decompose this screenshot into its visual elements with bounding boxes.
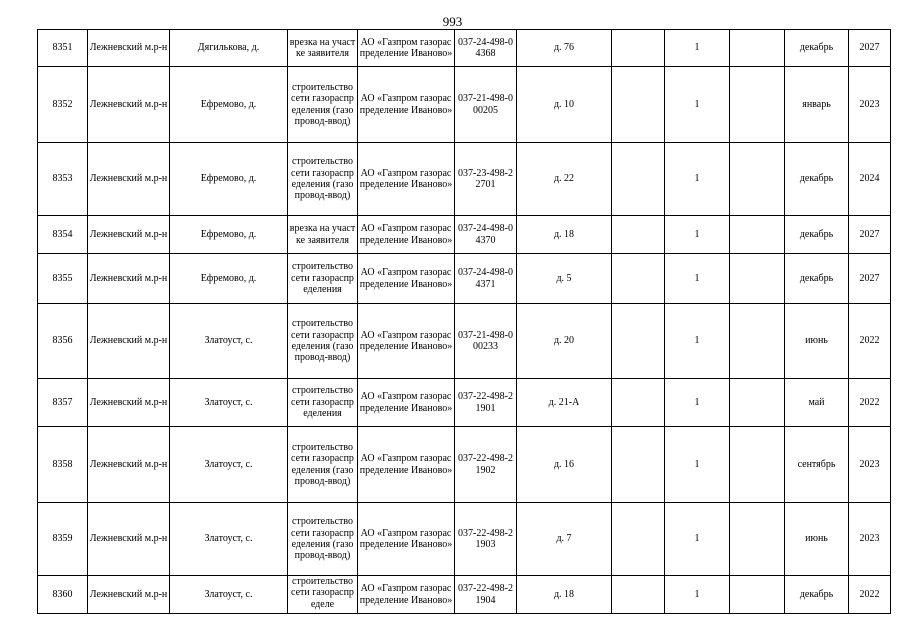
empty-cell: [612, 304, 665, 379]
year-cell: 2024: [849, 143, 891, 216]
address-cell: д. 20: [517, 304, 612, 379]
count-cell: 1: [665, 143, 730, 216]
application-code-cell: 037-24-498-04368: [455, 30, 517, 67]
district-cell: Лежневский м.р-н: [88, 143, 170, 216]
row-number: 8358: [38, 427, 88, 503]
organization-cell: АО «Газпром газораспределение Иваново»: [358, 254, 455, 304]
table-row: [38, 304, 891, 379]
address-cell: д. 18: [517, 576, 612, 614]
count-cell: 1: [665, 30, 730, 67]
empty-cell: [612, 576, 665, 614]
work-type-cell: строительство сети газораспределения (газопровод-ввод): [288, 503, 358, 576]
organization-cell: АО «Газпром газораспределение Иваново»: [358, 304, 455, 379]
registry-table: [37, 29, 891, 614]
table-row: [38, 576, 891, 614]
month-cell: июнь: [785, 304, 849, 379]
empty-cell: [730, 216, 785, 254]
district-cell: Лежневский м.р-н: [88, 30, 170, 67]
empty-cell: [730, 427, 785, 503]
month-cell: июнь: [785, 503, 849, 576]
district-cell: Лежневский м.р-н: [88, 427, 170, 503]
address-cell: д. 21-А: [517, 379, 612, 427]
year-cell: 2027: [849, 30, 891, 67]
table-row: [38, 216, 891, 254]
work-type-cell: строительство сети газораспределения (газопровод-ввод): [288, 143, 358, 216]
empty-cell: [730, 30, 785, 67]
application-code-cell: 037-22-498-21902: [455, 427, 517, 503]
empty-cell: [612, 503, 665, 576]
table-row: [38, 143, 891, 216]
year-cell: 2023: [849, 67, 891, 143]
organization-cell: АО «Газпром газораспределение Иваново»: [358, 216, 455, 254]
year-cell: 2027: [849, 254, 891, 304]
month-cell: декабрь: [785, 30, 849, 67]
month-cell: декабрь: [785, 254, 849, 304]
application-code-cell: 037-24-498-04371: [455, 254, 517, 304]
row-number: 8353: [38, 143, 88, 216]
work-type-cell: врезка на участке заявителя: [288, 216, 358, 254]
row-number: 8352: [38, 67, 88, 143]
count-cell: 1: [665, 67, 730, 143]
locality-cell: Ефремово, д.: [170, 254, 288, 304]
row-number: 8357: [38, 379, 88, 427]
count-cell: 1: [665, 379, 730, 427]
empty-cell: [612, 67, 665, 143]
district-cell: Лежневский м.р-н: [88, 67, 170, 143]
organization-cell: АО «Газпром газораспределение Иваново»: [358, 427, 455, 503]
table-row: [38, 427, 891, 503]
work-type-cell: строительство сети газораспределе: [288, 576, 358, 614]
month-cell: май: [785, 379, 849, 427]
organization-cell: АО «Газпром газораспределение Иваново»: [358, 379, 455, 427]
empty-cell: [730, 576, 785, 614]
application-code-cell: 037-21-498-000205: [455, 67, 517, 143]
locality-cell: Ефремово, д.: [170, 67, 288, 143]
empty-cell: [730, 304, 785, 379]
empty-cell: [730, 503, 785, 576]
table-row: [38, 67, 891, 143]
locality-cell: Златоуст, с.: [170, 503, 288, 576]
work-type-cell: строительство сети газораспределения: [288, 379, 358, 427]
district-cell: Лежневский м.р-н: [88, 254, 170, 304]
month-cell: январь: [785, 67, 849, 143]
address-cell: д. 7: [517, 503, 612, 576]
empty-cell: [730, 67, 785, 143]
count-cell: 1: [665, 576, 730, 614]
organization-cell: АО «Газпром газораспределение Иваново»: [358, 30, 455, 67]
address-cell: д. 22: [517, 143, 612, 216]
empty-cell: [730, 143, 785, 216]
organization-cell: АО «Газпром газораспределение Иваново»: [358, 503, 455, 576]
address-cell: д. 5: [517, 254, 612, 304]
empty-cell: [730, 379, 785, 427]
locality-cell: Златоуст, с.: [170, 379, 288, 427]
month-cell: декабрь: [785, 216, 849, 254]
work-type-cell: строительство сети газораспределения (газопровод-ввод): [288, 67, 358, 143]
locality-cell: Златоуст, с.: [170, 304, 288, 379]
district-cell: Лежневский м.р-н: [88, 576, 170, 614]
month-cell: декабрь: [785, 143, 849, 216]
address-cell: д. 10: [517, 67, 612, 143]
work-type-cell: врезка на участке заявителя: [288, 30, 358, 67]
row-number: 8359: [38, 503, 88, 576]
address-cell: д. 76: [517, 30, 612, 67]
year-cell: 2022: [849, 304, 891, 379]
month-cell: декабрь: [785, 576, 849, 614]
empty-cell: [730, 254, 785, 304]
work-type-cell: строительство сети газораспределения (газопровод-ввод): [288, 427, 358, 503]
application-code-cell: 037-22-498-21904: [455, 576, 517, 614]
locality-cell: Ефремово, д.: [170, 143, 288, 216]
address-cell: д. 18: [517, 216, 612, 254]
row-number: 8356: [38, 304, 88, 379]
locality-cell: Златоуст, с.: [170, 576, 288, 614]
district-cell: Лежневский м.р-н: [88, 304, 170, 379]
organization-cell: АО «Газпром газораспределение Иваново»: [358, 67, 455, 143]
empty-cell: [612, 379, 665, 427]
empty-cell: [612, 254, 665, 304]
page-number: 993: [442, 14, 463, 29]
work-type-cell: строительство сети газораспределения: [288, 254, 358, 304]
year-cell: 2022: [849, 379, 891, 427]
row-number: 8360: [38, 576, 88, 614]
count-cell: 1: [665, 254, 730, 304]
count-cell: 1: [665, 503, 730, 576]
locality-cell: Ефремово, д.: [170, 216, 288, 254]
month-cell: сентябрь: [785, 427, 849, 503]
district-cell: Лежневский м.р-н: [88, 216, 170, 254]
district-cell: Лежневский м.р-н: [88, 379, 170, 427]
table-row: [38, 379, 891, 427]
empty-cell: [612, 30, 665, 67]
year-cell: 2022: [849, 576, 891, 614]
row-number: 8354: [38, 216, 88, 254]
table-row: [38, 254, 891, 304]
count-cell: 1: [665, 304, 730, 379]
empty-cell: [612, 216, 665, 254]
table-row: [38, 30, 891, 67]
count-cell: 1: [665, 216, 730, 254]
row-number: 8355: [38, 254, 88, 304]
row-number: 8351: [38, 30, 88, 67]
empty-cell: [612, 427, 665, 503]
locality-cell: Златоуст, с.: [170, 427, 288, 503]
table-body: [38, 30, 891, 614]
count-cell: 1: [665, 427, 730, 503]
organization-cell: АО «Газпром газораспределение Иваново»: [358, 576, 455, 614]
application-code-cell: 037-23-498-22701: [455, 143, 517, 216]
locality-cell: Дягилькова, д.: [170, 30, 288, 67]
application-code-cell: 037-22-498-21903: [455, 503, 517, 576]
application-code-cell: 037-22-498-21901: [455, 379, 517, 427]
organization-cell: АО «Газпром газораспределение Иваново»: [358, 143, 455, 216]
address-cell: д. 16: [517, 427, 612, 503]
year-cell: 2027: [849, 216, 891, 254]
application-code-cell: 037-24-498-04370: [455, 216, 517, 254]
application-code-cell: 037-21-498-000233: [455, 304, 517, 379]
district-cell: Лежневский м.р-н: [88, 503, 170, 576]
table-row: [38, 503, 891, 576]
work-type-cell: строительство сети газораспределения (газопровод-ввод): [288, 304, 358, 379]
year-cell: 2023: [849, 427, 891, 503]
year-cell: 2023: [849, 503, 891, 576]
empty-cell: [612, 143, 665, 216]
